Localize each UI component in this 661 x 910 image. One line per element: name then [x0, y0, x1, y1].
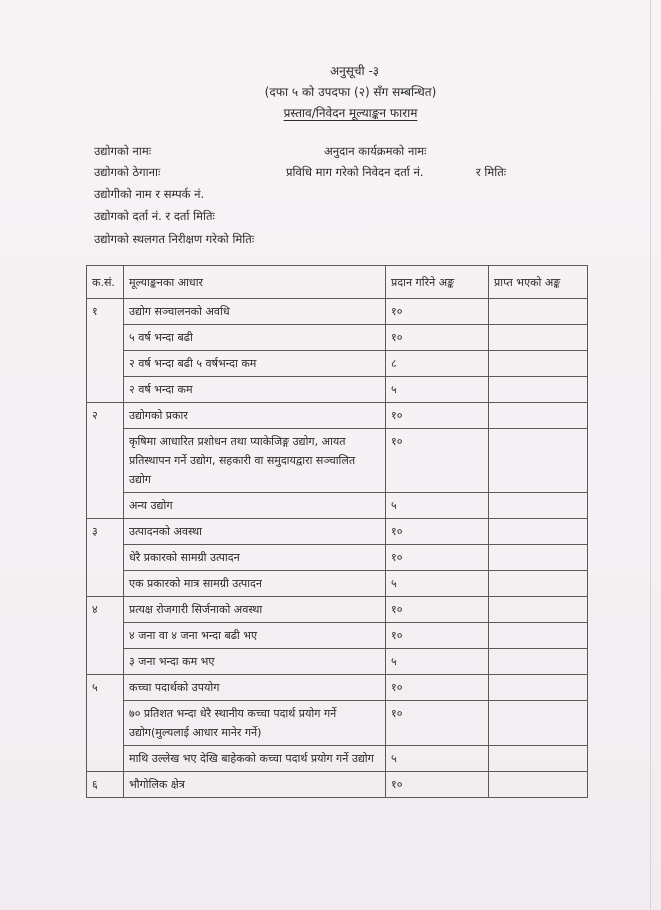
table-header-row	[87, 266, 588, 299]
criterion-received-cell	[489, 493, 588, 519]
section-number: ४	[87, 597, 124, 675]
criterion-text: अन्य उद्योग	[124, 493, 386, 519]
criterion-score: १०	[386, 429, 489, 493]
form-title-text: प्रस्ताव/निवेदन मूल्याङ्कन फाराम	[283, 106, 418, 120]
section-number: ३	[87, 519, 124, 597]
section-title: उत्पादनको अवस्था	[124, 519, 386, 545]
criterion-text: धेरै प्रकारको सामग्री उत्पादन	[124, 545, 386, 571]
section-received-cell	[489, 519, 588, 545]
section-received-cell	[489, 597, 588, 623]
header-received-score: प्राप्त भएको अङ्क	[489, 266, 588, 299]
industry-address-field: उद्योगको ठेगानाः	[94, 165, 161, 179]
criterion-text: ४ जना वा ४ जना भन्दा बढी भए	[124, 623, 386, 649]
section-title: कच्चा पदार्थको उपयोग	[124, 675, 386, 701]
section-row	[87, 675, 588, 701]
owner-contact-field: उद्योगीको नाम र सम्पर्क नं.	[94, 187, 205, 201]
criterion-text: ७० प्रतिशत भन्दा धेरै स्थानीय कच्चा पदार्थ प्रयोग गर्ने उद्योग(मुल्यलाई आधार मानेर गर्ने)	[124, 701, 386, 746]
header-given-score: प्रदान गरिने अङ्क	[386, 266, 489, 299]
criterion-row	[87, 325, 588, 351]
criterion-text: कृषिमा आधारित प्रशोधन तथा प्याकेजिङ्ग उद्योग, आयत प्रतिस्थापन गर्ने उद्योग, सहकारी वा समुदायद्वारा सञ्चालित उद्योग	[124, 429, 386, 493]
criterion-score: १०	[386, 701, 489, 746]
section-max-score: १०	[386, 597, 489, 623]
reference-heading: (दफा ५ को उपदफा (२) सँग सम्बन्धित)	[264, 85, 437, 99]
criterion-received-cell	[489, 701, 588, 746]
criterion-text: २ वर्ष भन्दा कम	[124, 377, 386, 403]
criterion-row	[87, 746, 588, 772]
criterion-text: माथि उल्लेख भए देखि बाहेकको कच्चा पदार्थ प्रयोग गर्ने उद्योग	[124, 746, 386, 772]
section-received-cell	[489, 675, 588, 701]
criterion-score: ५	[386, 649, 489, 675]
section-title: उद्योगको प्रकार	[124, 403, 386, 429]
section-max-score: १०	[386, 675, 489, 701]
section-received-cell	[489, 772, 588, 798]
criterion-score: ५	[386, 571, 489, 597]
section-row	[87, 519, 588, 545]
criterion-row	[87, 429, 588, 493]
criterion-received-cell	[489, 623, 588, 649]
section-row	[87, 597, 588, 623]
section-received-cell	[489, 299, 588, 325]
criterion-row	[87, 623, 588, 649]
header-basis: मूल्याङ्कनका आधार	[124, 266, 386, 299]
section-number: २	[87, 403, 124, 519]
section-title: प्रत्यक्ष रोजगारी सिर्जनाको अवस्था	[124, 597, 386, 623]
section-number: १	[87, 299, 124, 403]
inspection-date-field: उद्योगको स्थलगत निरीक्षण गरेको मितिः	[94, 232, 255, 246]
section-max-score: १०	[386, 299, 489, 325]
section-received-cell	[489, 403, 588, 429]
section-row	[87, 299, 588, 325]
criterion-score: १०	[386, 325, 489, 351]
criterion-row	[87, 649, 588, 675]
section-row	[87, 403, 588, 429]
page-edge-line	[650, 0, 651, 910]
criterion-row	[87, 545, 588, 571]
criterion-received-cell	[489, 746, 588, 772]
criterion-received-cell	[489, 325, 588, 351]
section-number: ६	[87, 772, 124, 798]
criterion-row	[87, 701, 588, 746]
section-max-score: १०	[386, 519, 489, 545]
criterion-received-cell	[489, 429, 588, 493]
criterion-row	[87, 571, 588, 597]
criterion-text: एक प्रकारको मात्र सामग्री उत्पादन	[124, 571, 386, 597]
schedule-heading: अनुसूची -३	[329, 64, 380, 78]
header-sn: क.सं.	[87, 266, 124, 299]
criterion-received-cell	[489, 571, 588, 597]
section-number: ५	[87, 675, 124, 772]
reg-no-date-field: उद्योगको दर्ता नं. र दर्ता मितिः	[94, 209, 215, 223]
criterion-text: ३ जना भन्दा कम भए	[124, 649, 386, 675]
criterion-row	[87, 351, 588, 377]
criterion-row	[87, 493, 588, 519]
criterion-text: २ वर्ष भन्दा बढी ५ वर्षभन्दा कम	[124, 351, 386, 377]
grant-program-field: अनुदान कार्यक्रमको नामः	[324, 144, 427, 158]
criterion-score: १०	[386, 545, 489, 571]
criterion-received-cell	[489, 377, 588, 403]
section-row	[87, 772, 588, 798]
criterion-score: ५	[386, 493, 489, 519]
criterion-row	[87, 377, 588, 403]
section-title: उद्योग सञ्चालनको अवधि	[124, 299, 386, 325]
criterion-score: ८	[386, 351, 489, 377]
criterion-text: ५ वर्ष भन्दा बढी	[124, 325, 386, 351]
criterion-score: ५	[386, 377, 489, 403]
form-title	[20, 104, 661, 121]
application-date-field: र मितिः	[476, 165, 507, 179]
evaluation-table	[86, 265, 588, 798]
criterion-score: १०	[386, 623, 489, 649]
industry-name-field: उद्योगको नामः	[94, 144, 152, 158]
section-title: भौगोलिक क्षेत्र	[124, 772, 386, 798]
criterion-received-cell	[489, 351, 588, 377]
criterion-score: ५	[386, 746, 489, 772]
section-max-score: १०	[386, 772, 489, 798]
criterion-received-cell	[489, 649, 588, 675]
section-max-score: १०	[386, 403, 489, 429]
application-reg-field: प्रविधि माग गरेको निवेदन दर्ता नं.	[286, 165, 424, 179]
table-body	[87, 299, 588, 798]
criterion-received-cell	[489, 545, 588, 571]
